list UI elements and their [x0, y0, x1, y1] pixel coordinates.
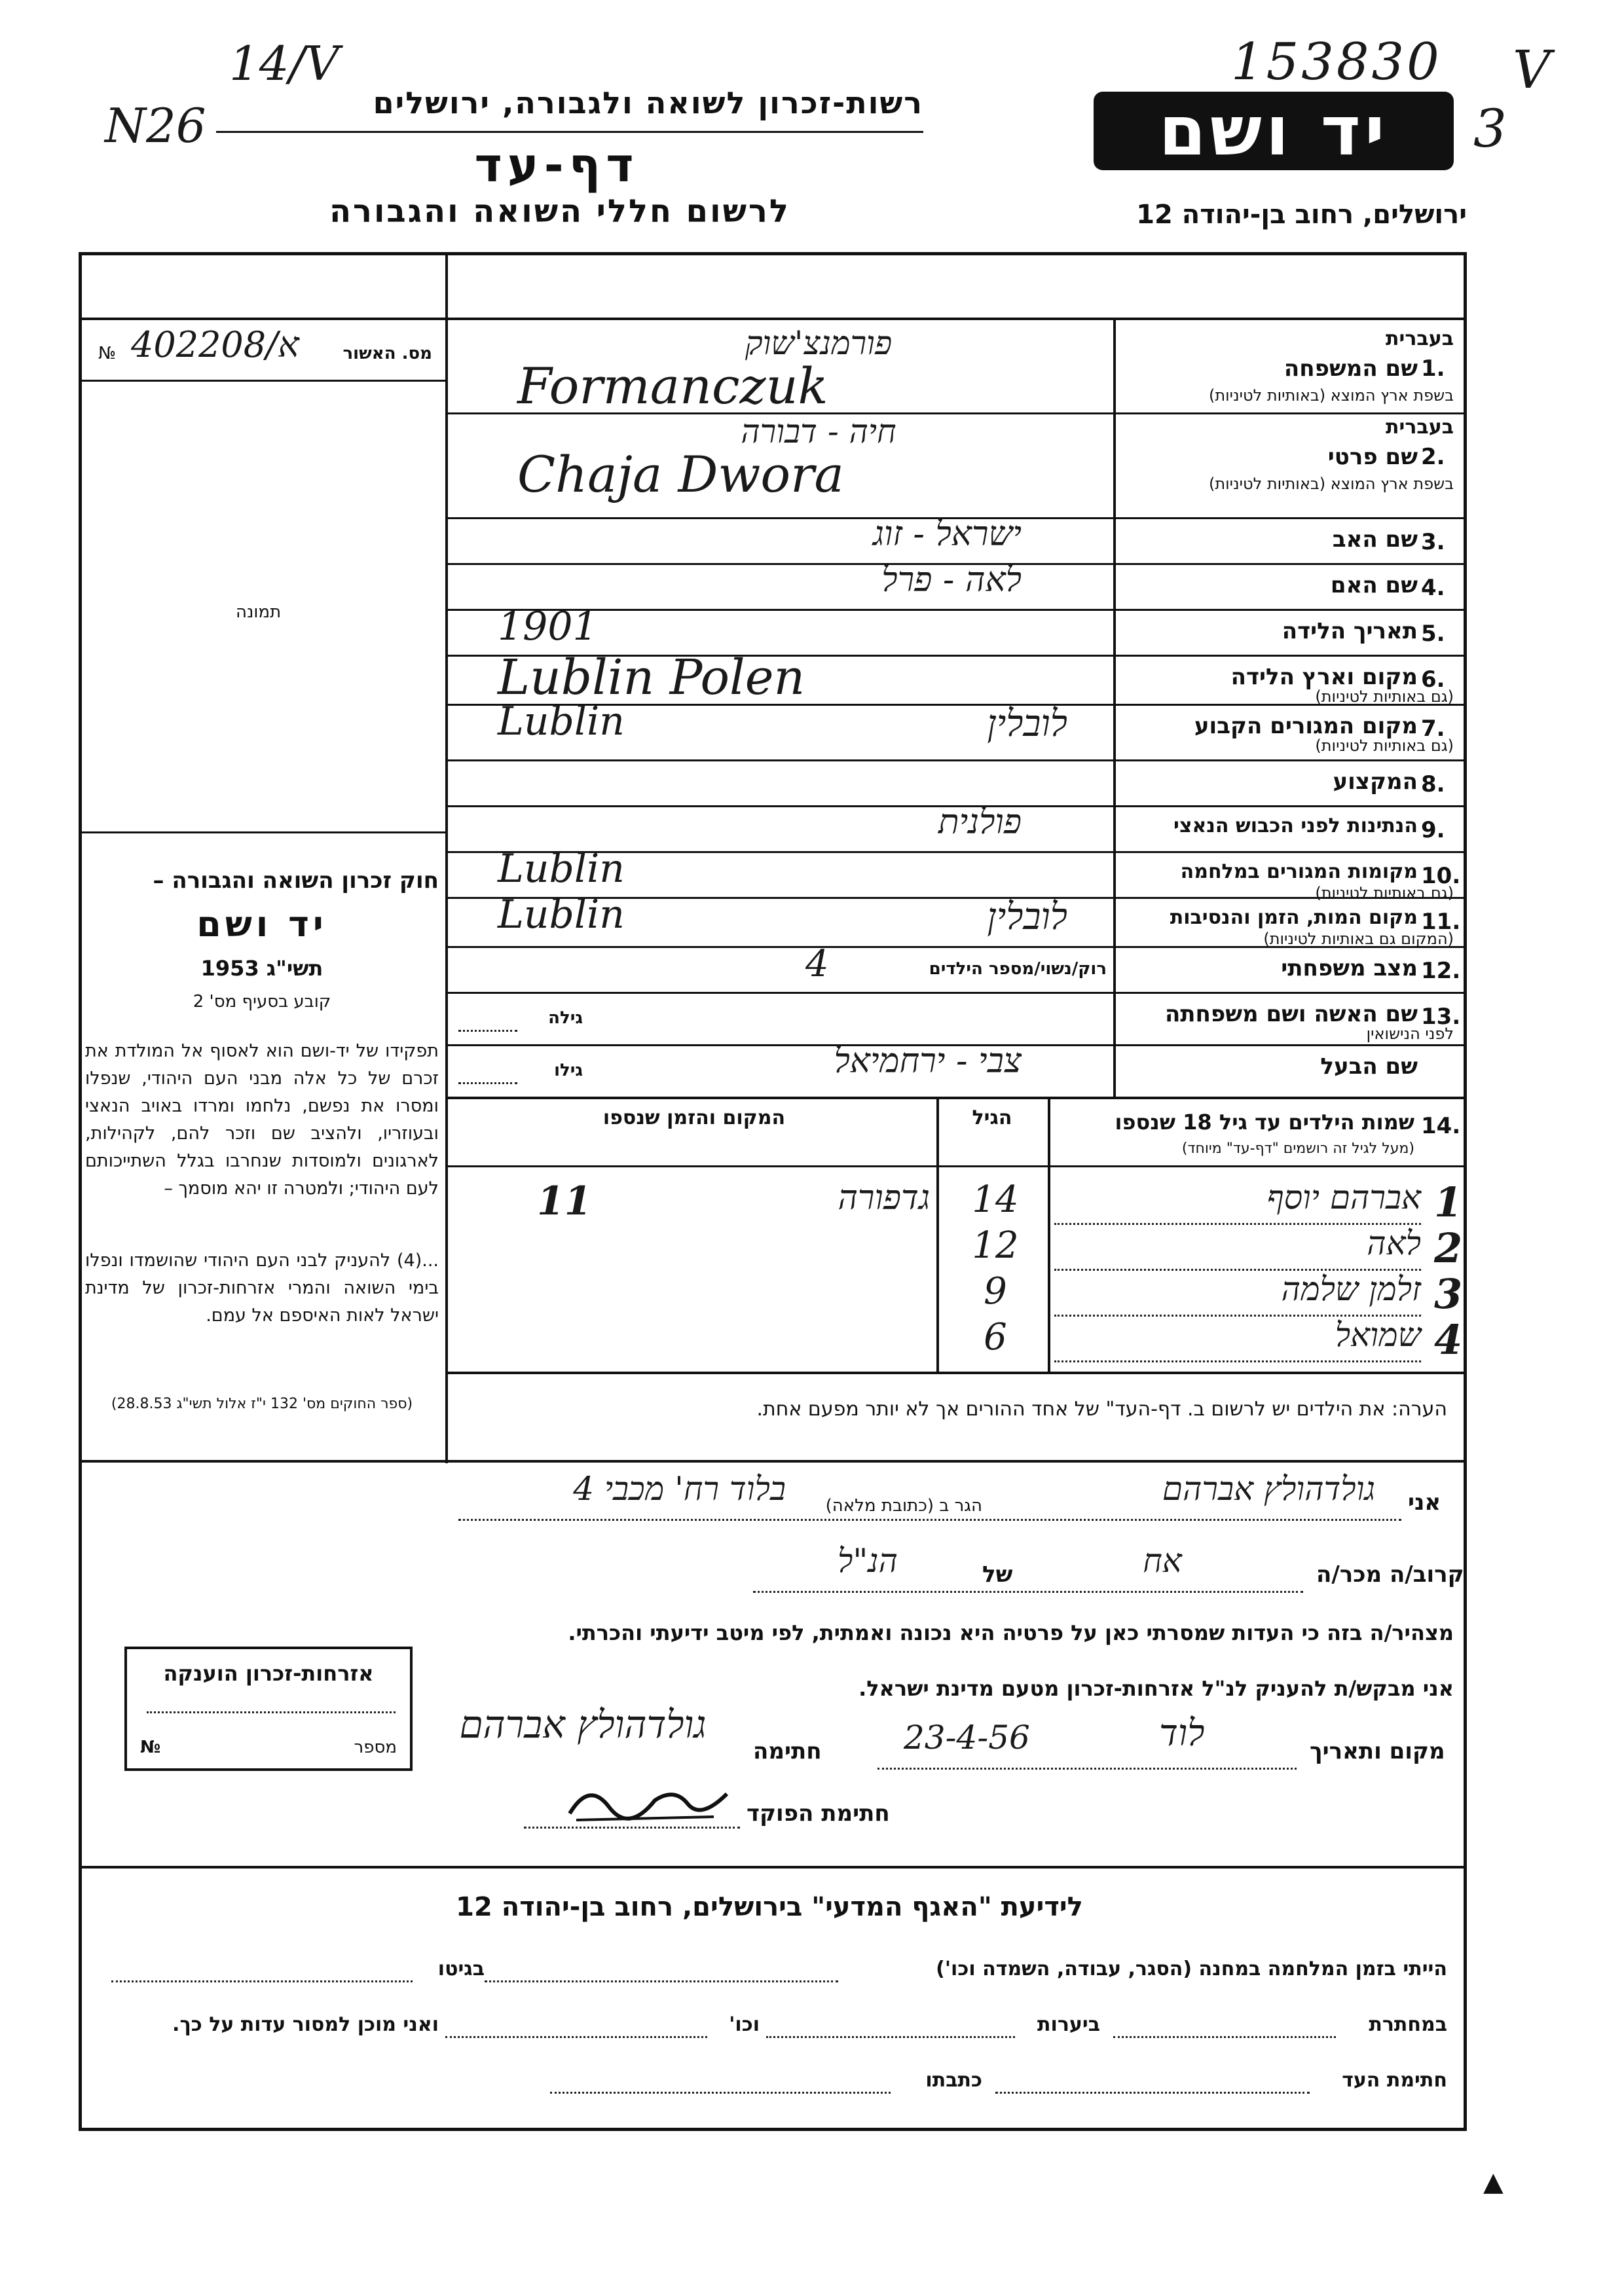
child-index: 4: [1434, 1316, 1463, 1364]
field-value: Lublin: [498, 892, 625, 938]
field-label: מקומות המגורים במלחמה: [1180, 860, 1418, 883]
field-lang-label: בעברית: [1386, 416, 1454, 439]
approval-underline: [79, 380, 445, 382]
law-text: תפקידו של יד-ושם הוא לאסוף אל המולדת את זכרם של כל אלה מבני העם היהודי, שנפלו ומסרו את נפשם, נלחמו ומרדו באויב הנאצי ובעוזריו, ולהציב שם וזכר להם, לקהילות, לארגונים ולמוסדות שנחרבו בגלל השתייכותם לעם היהודי; ולמטרה זו יהא מוסמך –: [85, 1041, 439, 1199]
approval-value: 402208/א: [131, 324, 299, 365]
field-label: הנתינות לפני הכבוש הנאצי: [1173, 814, 1418, 837]
child-index: 3: [1434, 1270, 1463, 1318]
officer-signature: [563, 1768, 733, 1833]
children-subtitle: (מעל לגיל זה רושמים "דף-עד" מיוחד): [1181, 1140, 1414, 1157]
children-title: שמות הילדים עד גיל 18 שנספו: [1115, 1110, 1414, 1135]
approval-row: [85, 324, 439, 376]
field-value-latin: Chaja Dwora: [517, 445, 844, 503]
approval-no-sign: №: [98, 344, 117, 363]
field-label: שם האשה ושם משפחתה: [1164, 1001, 1418, 1027]
field-age-line: [458, 1030, 517, 1032]
child-name: לאה: [1367, 1224, 1421, 1262]
child-age: 6: [984, 1316, 1007, 1358]
children-col-age: הגיל: [972, 1106, 1012, 1129]
children-top-line: [445, 1097, 1467, 1099]
child-extra: 11: [537, 1178, 592, 1224]
footer-line2-b: ביערות: [1037, 2013, 1100, 2036]
footer-title: לידיעת "האגף המדעי" בירושלים, רחוב בן-יהודה 12: [456, 1892, 1083, 1922]
footer-line1-b: בגיטו: [437, 1958, 485, 1980]
decl-i-line: [458, 1519, 1401, 1521]
field-number: 6.: [1421, 666, 1445, 693]
field-label: מקום המות, הזמן והנסיבות: [1170, 906, 1418, 929]
field-number: 4.: [1421, 575, 1445, 601]
field-number: 9.: [1421, 817, 1445, 843]
decl-resident-value: בלוד רח' מכבי 4: [573, 1470, 786, 1508]
field-number: 12.: [1421, 958, 1461, 984]
child-row-line: [1054, 1360, 1421, 1362]
footer-line2-dots3: [445, 2036, 707, 2038]
field-sublabel: (גם באותיות לטיניות): [1315, 687, 1454, 706]
field-sublabel: בשפת ארץ המוצא (באותיות לטיניות): [1209, 386, 1454, 405]
sheet-title: דף-עד: [474, 137, 639, 192]
field-number: 8.: [1421, 771, 1445, 797]
field-number: 2.: [1421, 444, 1445, 470]
field-value: ישראל - זוג: [872, 515, 1022, 554]
child-place: גדפורה: [838, 1178, 930, 1218]
child-name: זלמן שלמה: [1281, 1270, 1421, 1308]
field-label: מצב משפחתי: [1281, 955, 1418, 981]
field-value-latin: Formanczuk: [517, 357, 828, 415]
law-text-2: ...(4) להעניק לבני העם היהודי שהושמדו ונפלו בימי השואה והמרי אזרחות-זכרון של מדינת ישראל לאות האיספם אל עמם.: [85, 1250, 439, 1326]
field-age-label: גילה: [548, 1008, 583, 1028]
child-age: 9: [984, 1270, 1007, 1313]
child-name: אברהם יוסף: [1266, 1178, 1421, 1216]
decl-officer-label: חתימת הפוקד: [747, 1800, 890, 1827]
note-side: N26: [105, 98, 206, 153]
note-text: הערה: את הילדים יש לרשום ב. דף-העד" של אחד ההורים אך לא יותר מפעם אחת.: [756, 1398, 1447, 1421]
field-value-hebrew: חיה - דבורה: [741, 412, 896, 450]
field-value-hebrew: פורמנצ'שוק: [745, 324, 893, 362]
citizenship-no-label: מספר: [354, 1738, 397, 1757]
note-top: 14/V: [229, 36, 339, 91]
address-line: ירושלים, רחוב בן-יהודה 12: [1136, 200, 1467, 230]
decl-request: אני מבקש/ת להעניק לנ"ל אזרחות-זכרון מטעם מדינת ישראל.: [858, 1676, 1454, 1701]
child-name: שמואל: [1335, 1316, 1421, 1354]
footer-line3-b: כתבתו: [925, 2069, 982, 2092]
field-value: צבי - ירחמיאל: [834, 1042, 1022, 1081]
field-age-line: [458, 1082, 517, 1084]
child-age: 14: [972, 1178, 1019, 1221]
field-label: שם האב: [1332, 526, 1418, 553]
field-value: Lublin: [498, 846, 625, 892]
footer-line3-a: חתימת העד: [1342, 2069, 1447, 2092]
footer-line1-dots2: [111, 1980, 413, 1982]
children-age-left: [936, 1097, 939, 1372]
field-label: מקום המגורים הקבוע: [1194, 713, 1418, 739]
citizenship-no-sign: №: [140, 1738, 161, 1757]
decl-place-line: [877, 1768, 1297, 1770]
children-header-line: [445, 1165, 1467, 1167]
footer-line2-dots: [1113, 2036, 1336, 2038]
law-year: תשי"ג 1953: [200, 956, 323, 981]
photo-divider: [79, 831, 445, 833]
decl-i-label: אני: [1408, 1489, 1441, 1516]
field-sublabel: (גם באותיות לטיניות): [1315, 884, 1454, 902]
decl-of-label: של: [982, 1561, 1013, 1588]
footer-line3-dots: [995, 2092, 1310, 2094]
note-bottom-line: [79, 1460, 1467, 1463]
logo-text: יד ושם: [1158, 91, 1389, 171]
field-row-line: [445, 992, 1467, 994]
decl-date-value: 23-4-56: [904, 1719, 1030, 1757]
corner-marker: ▲: [1483, 2167, 1504, 2197]
field-number: 13.: [1421, 1004, 1461, 1030]
decl-statement: מצהיר/ה בזה כי העדות שמסרתי כאן על פרטיה היא נכונה ואמתית, לפי מיטב ידיעתי והכרתי.: [568, 1620, 1454, 1645]
decl-relative-value: אח: [1143, 1542, 1182, 1580]
children-num: 14.: [1421, 1113, 1461, 1139]
decl-place-value: לוד: [1159, 1712, 1205, 1755]
field-value: פולנית: [938, 803, 1022, 842]
field-number: 7.: [1421, 716, 1445, 742]
law-name: יד ושם: [196, 903, 327, 945]
decl-i-value: גולדהולץ אברהם: [1162, 1470, 1375, 1508]
footer-line2-dots2: [766, 2036, 1015, 2038]
child-index: 1: [1434, 1178, 1463, 1226]
photo-label: תמונה: [236, 602, 282, 622]
archive-number: 153830: [1231, 33, 1442, 92]
footer-top-line: [79, 1866, 1467, 1868]
field-sublabel: לפני הנישואין: [1366, 1025, 1454, 1043]
law-ref: (ספר החוקים מס' 132 י"ז אלול תשי"ג 28.8.53): [111, 1396, 413, 1412]
field-number: 3.: [1421, 529, 1445, 555]
field-value: 1901: [498, 604, 598, 649]
label-column-border: [1113, 318, 1116, 1097]
field-row-line: [445, 759, 1467, 761]
field-label: המקצוע: [1333, 769, 1418, 795]
field-label: שם פרטי: [1327, 444, 1418, 470]
field-extra-value: 4: [805, 943, 829, 985]
authority-line: רשות-זכרון לשואה ולגבורה, ירושלים: [373, 85, 923, 120]
field-number: 11.: [1421, 909, 1461, 935]
corner-mark-v: V: [1513, 39, 1551, 100]
decl-relative-line: [753, 1591, 1303, 1593]
field-value: Lublin: [498, 699, 625, 744]
child-age: 12: [972, 1224, 1019, 1267]
note-top-line: [445, 1372, 1467, 1374]
field-age-label: גילו: [554, 1061, 583, 1080]
field-value-hebrew: לובלין: [987, 702, 1067, 745]
field-label: תאריך הלידה: [1282, 618, 1418, 644]
logo: [1094, 92, 1454, 170]
field-number: 5.: [1421, 621, 1445, 647]
field-sublabel: (המקום גם באותיות לטיניות): [1263, 930, 1454, 948]
footer-line1-a: הייתי בזמן המלחמה במחנה (הסגר, עבודה, השמדה וכו'): [936, 1958, 1447, 1980]
footer-line3-dots2: [550, 2092, 891, 2094]
field-sublabel: (גם באותיות לטיניות): [1315, 737, 1454, 755]
footer-line2-c: וכו': [729, 2013, 760, 2036]
approval-label: מס. האשור: [342, 344, 432, 363]
top-strip-divider: [79, 318, 1467, 320]
field-value: לאה - פרל: [881, 560, 1022, 600]
citizenship-box: [124, 1647, 413, 1771]
left-panel-border: [445, 252, 448, 1463]
field-value: Lublin Polen: [498, 649, 805, 706]
corner-mark-3: 3: [1473, 98, 1507, 159]
child-index: 2: [1434, 1224, 1463, 1272]
field-sublabel: בשפת ארץ המוצא (באותיות לטיניות): [1209, 475, 1454, 493]
field-value-hebrew: לובלין: [987, 896, 1067, 938]
purpose-line: לרשום חללי השואה והגבורה: [329, 193, 790, 230]
law-clause: קובע בסעיף מס' 2: [193, 992, 331, 1011]
decl-place-date-label: מקום ותאריך: [1310, 1738, 1445, 1764]
decl-of-value: הנ"ל: [838, 1542, 898, 1580]
footer-line1-dots: [485, 1980, 838, 1982]
footer-line2-d: ואני מוכן למסור עדות על כך.: [172, 2013, 439, 2036]
decl-relative-label: קרוב/ה מכר/ה: [1316, 1561, 1464, 1588]
decl-signature-value: גולדהולץ אברהם: [459, 1702, 707, 1747]
field-label: מקום וארץ הלידה: [1230, 664, 1418, 690]
decl-resident-label: הגר ב (כתובת מלאה): [825, 1496, 982, 1516]
children-name-left: [1048, 1097, 1050, 1372]
law-title: חוק זכרון השואה והגבורה –: [153, 867, 439, 894]
field-label: שם הבעל: [1320, 1053, 1418, 1080]
citizenship-line: [147, 1711, 396, 1713]
citizenship-title: אזרחות-זכרון הוענקה: [163, 1661, 374, 1686]
field-row-line: [445, 609, 1467, 611]
field-label: שם האם: [1330, 572, 1418, 598]
field-label: שם המשפחה: [1283, 355, 1418, 382]
field-lang-label: בעברית: [1386, 327, 1454, 350]
decl-signature-label: חתימה: [753, 1738, 822, 1764]
children-col-place: המקום והזמן שנספו: [602, 1106, 786, 1129]
field-number: 10.: [1421, 863, 1461, 889]
field-extra-label: רוק/נשוי/מספר הילדים: [929, 959, 1107, 979]
footer-line2-a: במחתרת: [1369, 2013, 1447, 2036]
authority-underline: [216, 131, 923, 133]
field-number: 1.: [1421, 355, 1445, 382]
